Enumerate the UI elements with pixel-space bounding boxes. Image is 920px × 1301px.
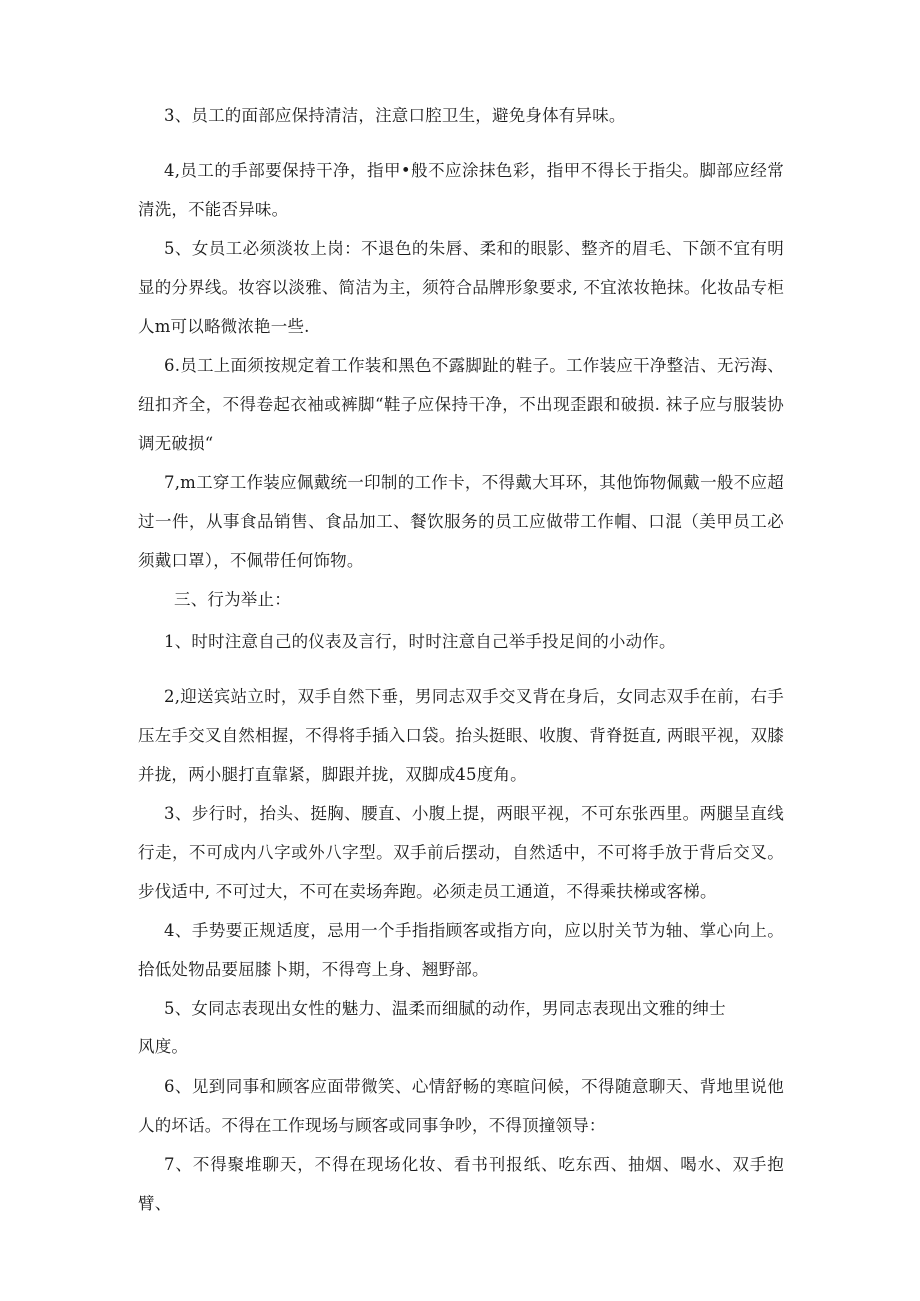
paragraph-demeanor-continued: 风度。	[138, 1037, 189, 1056]
paragraph-demeanor: 5、女同志表现出女性的魅力、温柔而细腻的动作，男同志表现出文雅的绅士	[164, 999, 726, 1018]
paragraph-uniform: 6.员工上面须按规定着工作装和黑色不露脚趾的鞋子。工作装应干净整洁、无污海、纽扣齐全，不得卷起衣袖或裤脚“鞋子应保持干净，不出现歪跟和破损. 袜子应与服装协调无破损“	[138, 356, 784, 453]
paragraph-greeting: 6、见到同事和顾客应面带微笑、心情舒畅的寒暄问候，不得随意聊天、背地里说他人的坏话。不得在工作现场与顾客或同事争吵，不得顶撞领导：	[138, 1077, 784, 1135]
paragraph-standing: 2,迎送宾站立时，双手自然下垂，男同志双手交叉背在身后，女同志双手在前，右手压左手交叉自然相握，不得将手插入口袋。抬头挺眼、收腹、背脊挺直, 两眼平视，双膝并拢，两小腿打直靠紧，脚跟并拢，双脚成45度角。	[138, 687, 784, 784]
paragraph-face-hygiene: 3、员工的面部应保持清洁，注意口腔卫生，避免身体有异味。	[164, 106, 626, 125]
paragraph-gestures: 4、手势要正规适度，忌用一个手指指顾客或指方向，应以肘关节为轴、掌心向上。拾低处物品要屈膝卜期，不得弯上身、翘野部。	[138, 921, 784, 979]
paragraph-prohibitions: 7、不得聚堆聊天，不得在现场化妆、看书刊报纸、吃东西、抽烟、喝水、双手抱臂、	[138, 1155, 784, 1213]
section-heading-behavior: 三、行为举止：	[174, 590, 291, 609]
paragraph-makeup: 5、女员工必须淡妆上岗：不退色的朱唇、柔和的眼影、整齐的眉毛、下颌不宜有明显的分界线。妆容以淡雅、简洁为主，须符合品牌形象要求, 不宜浓妆艳抹。化妆品专柜人m可以略微浓艳一些.	[138, 239, 784, 336]
paragraph-behavior-1: 1、时时注意自己的仪表及言行，时时注意自己举手投足间的小动作。	[164, 632, 676, 651]
paragraph-hand-hygiene: 4,员工的手部要保持干净，指甲•般不应涂抹色彩，指甲不得长于指尖。脚部应经常清洗，不能否异味。	[138, 161, 784, 219]
paragraph-walking: 3、步行时，抬头、挺胸、腰直、小腹上提，两眼平视，不可东张西里。两腿呈直线行走，不可成内八字或外八字型。双手前后摆动，自然适中，不可将手放于背后交叉。步伐适中, 不可过大，不可在卖场奔跑。必须走员工通道，不得乘扶梯或客梯。	[138, 804, 784, 901]
paragraph-badge-accessories: 7,m工穿工作装应佩戴统一印制的工作卡，不得戴大耳环，其他饰物佩戴一般不应超过一件，从事食品销售、食品加工、餐饮服务的员工应做带工作帽、口混（美甲员工必须戴口罩），不佩带任何饰物。	[138, 473, 784, 570]
